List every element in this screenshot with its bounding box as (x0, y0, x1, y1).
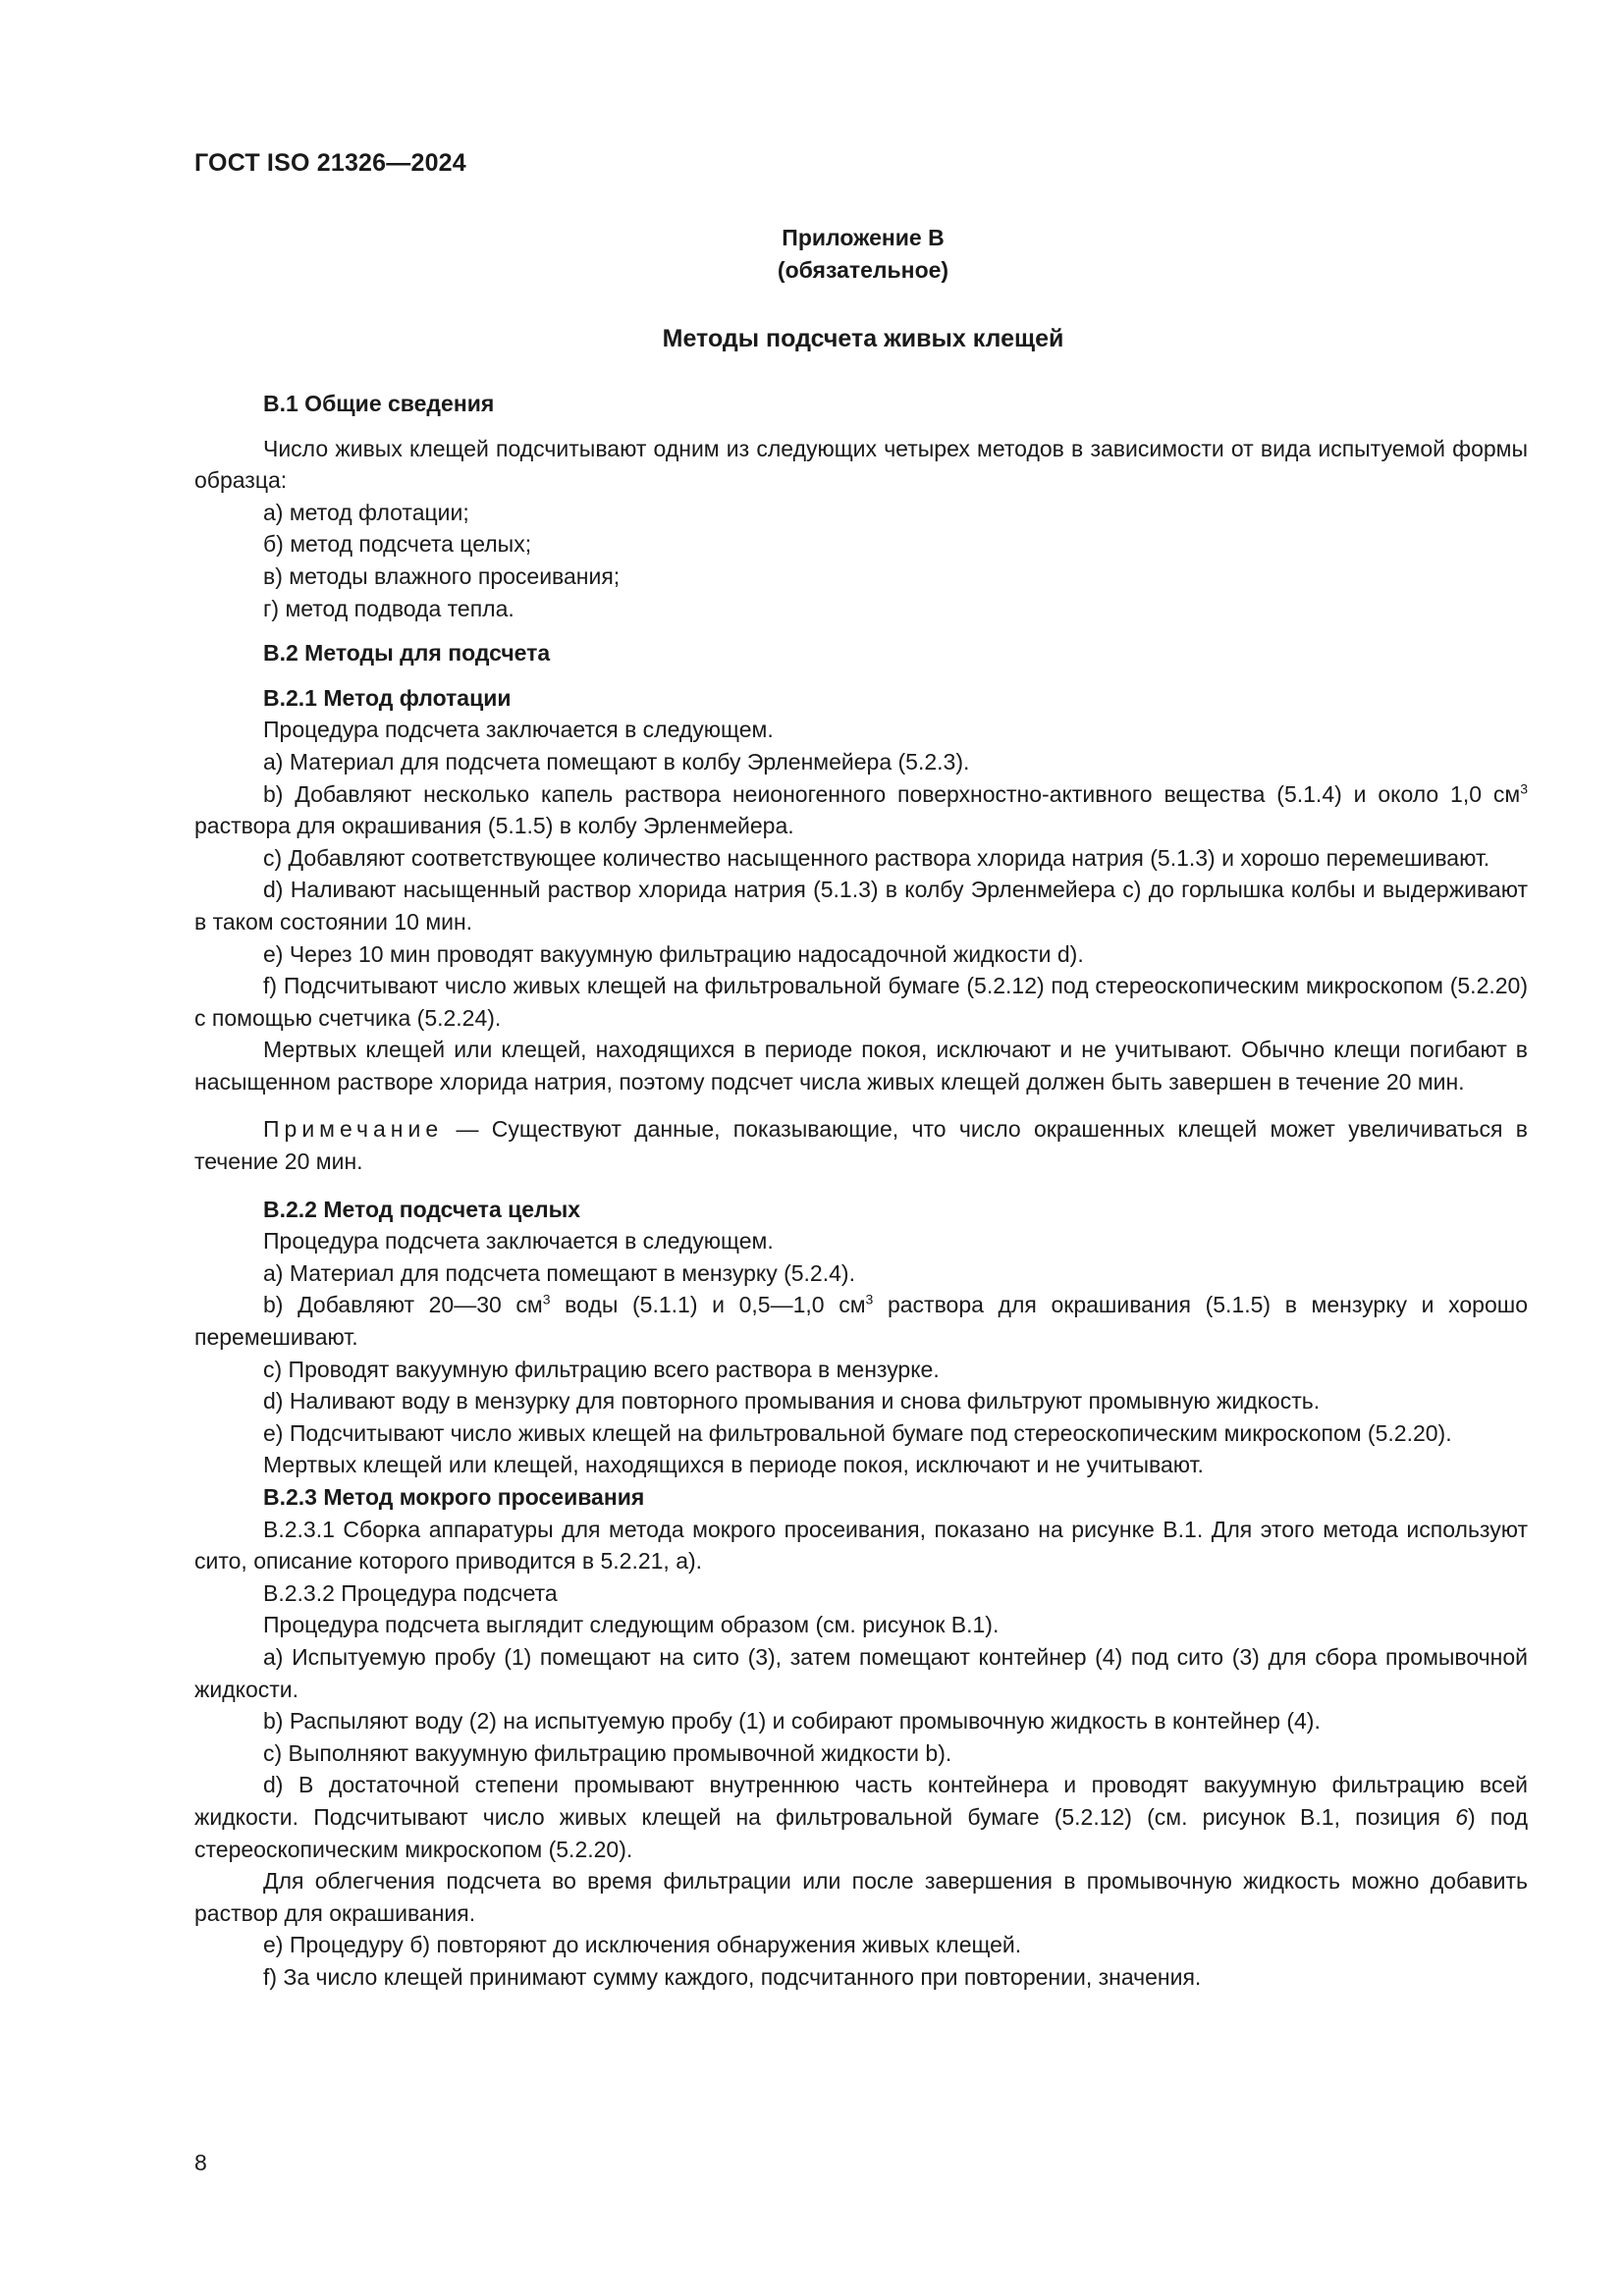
list-item: б) метод подсчета целых; (263, 531, 532, 558)
paragraph: Мертвых клещей или клещей, находящихся в периоде покоя, исключают и не учитывают. (263, 1452, 1204, 1478)
list-item: г) метод подвода тепла. (263, 595, 514, 621)
annex-status: (обязательное) (777, 257, 949, 283)
paragraph: В.2.3.2 Процедура подсчета (263, 1579, 558, 1606)
note-label: Примечание (263, 1116, 444, 1143)
list-item: f) За число клещей принимают сумму каждого, подсчитанного при повторении, значения. (263, 1963, 1202, 1990)
list-item: e) Через 10 мин проводят вакуумную фильтрацию надосадочной жидкости d). (263, 940, 1084, 967)
list-item: в) методы влажного просеивания; (263, 562, 621, 589)
paragraph: Для облегчения подсчета во время фильтрации или после завершения в промывочную жидкость можно добавить раствор для окрашивания. (194, 1868, 1528, 1926)
note: Примечание — Существуют данные, показывающие, что число окрашенных клещей может увеличиваться в течение 20 мин. (194, 1116, 1528, 1175)
page-number: 8 (194, 2150, 207, 2175)
list-item: c) Добавляют соответствующее количество насыщенного раствора хлорида натрия (5.1.3) и хорошо перемешивают. (263, 844, 1490, 871)
section-heading-b22: В.2.2 Метод подсчета целых (263, 1196, 581, 1222)
list-item: d) Наливают воду в мензурку для повторного промывания и снова фильтруют промывную жидкость. (263, 1388, 1321, 1415)
list-item: a) Испытуемую пробу (1) помещают на сито (3), затем помещают контейнер (4) под сито (3) для сбора промывочной жидкости. (194, 1643, 1528, 1702)
paragraph: Процедура подсчета выглядит следующим образом (см. рисунок В.1). (263, 1612, 1000, 1638)
list-item: b) Распыляют воду (2) на испытуемую пробу (1) и собирают промывочную жидкость в контейнер (4). (263, 1708, 1321, 1735)
list-item: d) В достаточной степени промывают внутреннюю часть контейнера и проводят вакуумную фильтрацию всей жидкости. Подсчитывают число живых клещей на фильтровальной бумаге (5.2.12) (см. рисунок В.1, позиция 6) под стереоскопическим микроскопом (5.2.20). (194, 1772, 1528, 1862)
paragraph: Мертвых клещей или клещей, находящихся в периоде покоя, исключают и не учитывают. Обычно клещи погибают в насыщенном растворе хлорида натрия, поэтому подсчет числа живых клещей должен быть завершен в течение 20 мин. (194, 1037, 1528, 1095)
section-heading-b23: В.2.3 Метод мокрого просеивания (263, 1484, 645, 1510)
standard-header: ГОСТ ISO 21326—2024 (194, 149, 466, 177)
section-heading-b2: В.2 Методы для подсчета (263, 640, 551, 667)
list-item: d) Наливают насыщенный раствор хлорида натрия (5.1.3) в колбу Эрленмейера c) до горлышка колбы и выдерживают в таком состоянии 10 мин. (194, 877, 1528, 934)
list-item: c) Проводят вакуумную фильтрацию всего раствора в мензурке. (263, 1356, 940, 1382)
list-item: a) Материал для подсчета помещают в мензурку (5.2.4). (263, 1259, 855, 1286)
paragraph: В.2.3.1 Сборка аппаратуры для метода мокрого просеивания, показано на рисунке В.1. Для этого метода используют сито, описание которого приводится в 5.2.21, а). (194, 1516, 1528, 1575)
list-item: b) Добавляют несколько капель раствора неионогенного поверхностно-активного вещества (5.1.4) и около 1,0 $см^3$ раствора для окрашивания (5.1.5) в колбу Эрленмейера. (194, 779, 1528, 839)
list-item: a) Материал для подсчета помещают в колбу Эрленмейера (5.2.3). (263, 748, 970, 774)
list-item: e) Подсчитывают число живых клещей на фильтровальной бумаге под стереоскопическим микроскопом (5.2.20). (263, 1419, 1452, 1446)
list-item: а) метод флотации; (263, 499, 469, 525)
annex-title: Приложение В (782, 225, 945, 250)
section-heading-b1: В.1 Общие сведения (263, 391, 495, 416)
section-heading-b21: В.2.1 Метод флотации (263, 684, 512, 711)
main-title: Методы подсчета живых клещей (662, 325, 1064, 352)
paragraph: Процедура подсчета заключается в следующем. (263, 717, 774, 743)
paragraph: Число живых клещей подсчитывают одним из следующих четырех методов в зависимости от вида испытуемой формы образца: (194, 435, 1528, 494)
list-item: b) Добавляют 20—30 $см^3$ воды (5.1.1) и 0,5—1,0 $см^3$ раствора для окрашивания (5.1.5) в мензурку и хорошо перемешивают. (194, 1291, 1528, 1351)
list-item: c) Выполняют вакуумную фильтрацию промывочной жидкости b). (263, 1739, 952, 1766)
paragraph: Процедура подсчета заключается в следующем. (263, 1228, 774, 1255)
list-item: f) Подсчитывают число живых клещей на фильтровальной бумаге (5.2.12) под стереоскопическим микроскопом (5.2.20) с помощью счетчика (5.2.24). (194, 973, 1528, 1031)
document-body (194, 388, 1528, 1994)
list-item: e) Процедуру б) повторяют до исключения обнаружения живых клещей. (263, 1932, 1022, 1958)
